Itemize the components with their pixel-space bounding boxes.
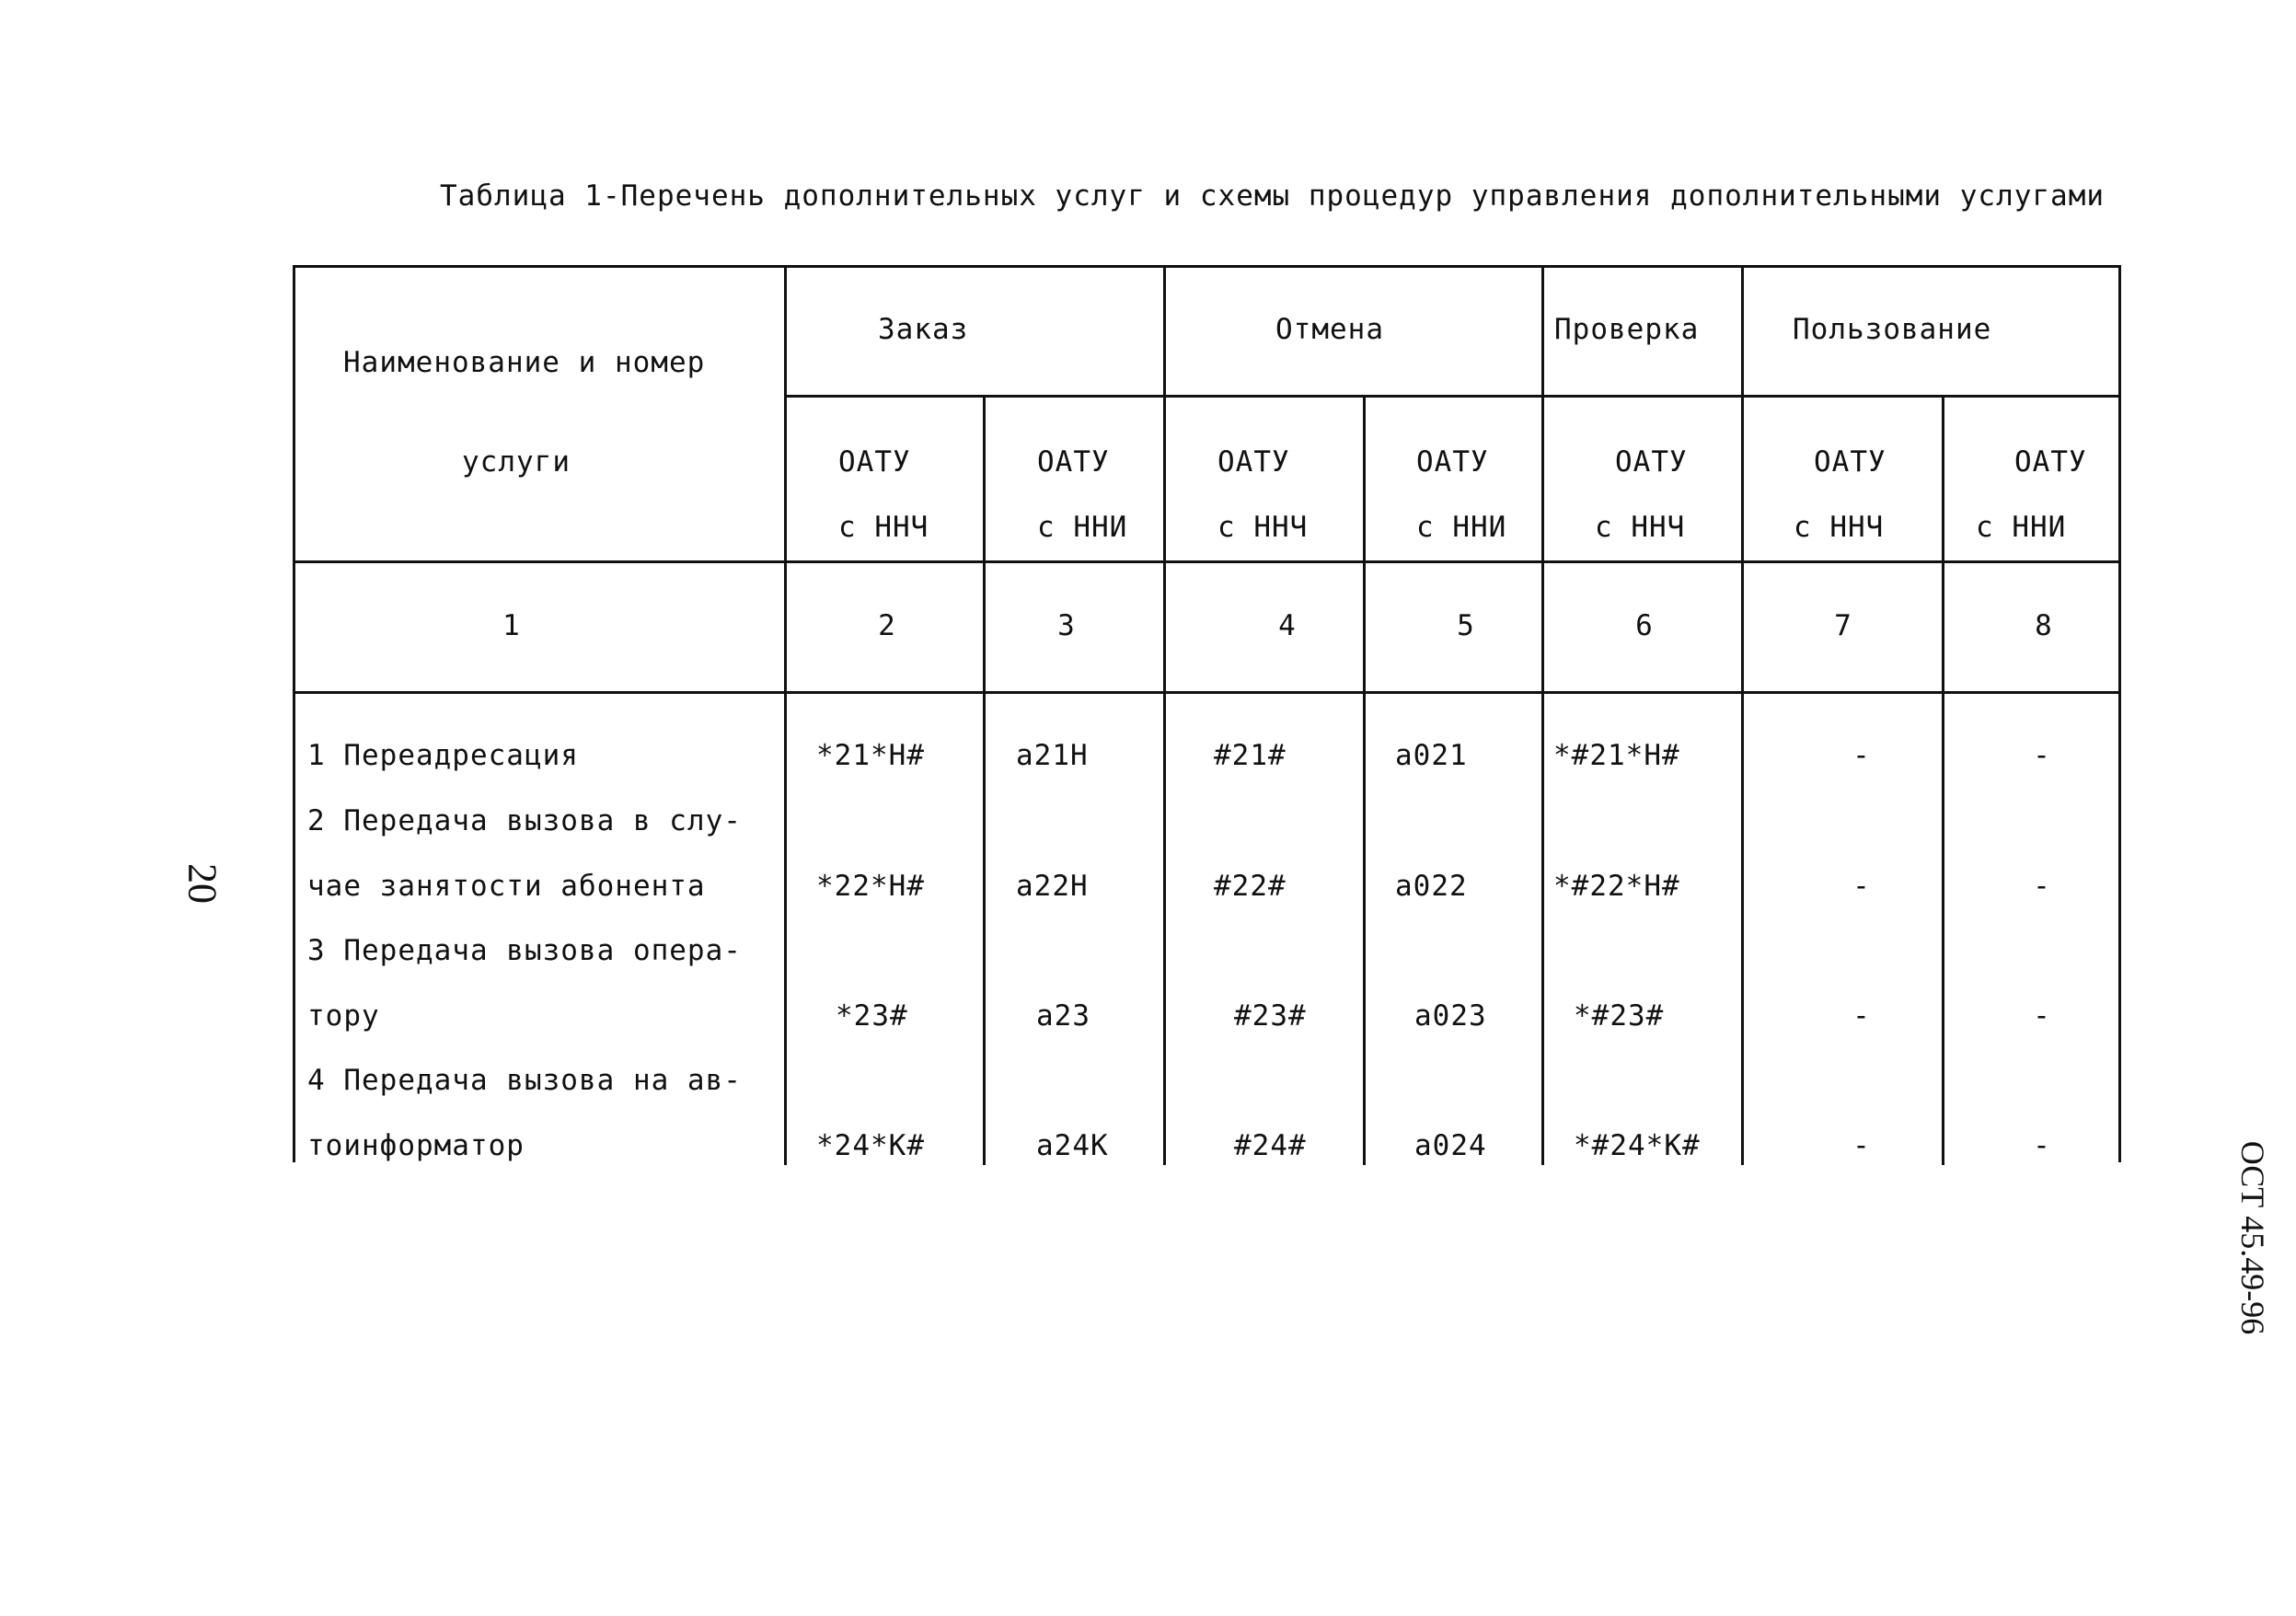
sub-ln2-c6: с ННЧ xyxy=(1595,511,1686,544)
sub-ln1-c3: ОАТУ xyxy=(1037,445,1110,479)
row3-order-nni: а23 xyxy=(1036,999,1090,1033)
row2-check: *#22*Н# xyxy=(1553,870,1680,903)
col-rule-3 xyxy=(1163,268,1166,1165)
row2-order-nni: а22Н xyxy=(1016,870,1089,903)
row1-cancel-nni: а021 xyxy=(1395,739,1468,772)
header-group-cancel: Отмена xyxy=(1275,313,1384,346)
row1-use-nnch: - xyxy=(1852,739,1871,772)
table-caption: Таблица 1-Перечень дополнительных услуг и схемы процедур управления дополнительными услугами xyxy=(440,179,2106,213)
row4-order-nnch: *24*К# xyxy=(816,1129,925,1162)
row2-name-line2: чае занятости абонента xyxy=(307,870,706,903)
rule-colnum-bottom xyxy=(295,691,2121,694)
row3-cancel-nnch: #23# xyxy=(1234,999,1307,1033)
col-number-6: 6 xyxy=(1635,609,1654,642)
col-rule-5 xyxy=(1541,268,1544,1165)
row4-name-line2: тоинформатор xyxy=(307,1129,525,1162)
row4-name-line1: 4 Передача вызова на ав- xyxy=(307,1064,742,1097)
row1-order-nni: а21Н xyxy=(1016,739,1089,772)
row3-cancel-nni: а023 xyxy=(1414,999,1487,1033)
sub-ln2-c8: с ННИ xyxy=(1976,511,2067,544)
col-number-2: 2 xyxy=(878,609,896,642)
col-number-3: 3 xyxy=(1057,609,1076,642)
col-number-7: 7 xyxy=(1834,609,1852,642)
row4-use-nnch: - xyxy=(1852,1129,1871,1162)
row3-name-line1: 3 Передача вызова опера- xyxy=(307,934,742,967)
sub-ln2-c2: с ННЧ xyxy=(838,511,929,544)
row3-check: *#23# xyxy=(1574,999,1665,1033)
row4-cancel-nnch: #24# xyxy=(1234,1129,1307,1162)
sub-ln1-c5: ОАТУ xyxy=(1416,445,1489,479)
row2-use-nnch: - xyxy=(1852,870,1871,903)
sub-ln2-c3: с ННИ xyxy=(1037,511,1128,544)
row3-order-nnch: *23# xyxy=(836,999,908,1033)
row4-order-nni: а24К xyxy=(1036,1129,1109,1162)
sub-ln1-c7: ОАТУ xyxy=(1814,445,1886,479)
sub-ln2-c4: с ННЧ xyxy=(1217,511,1309,544)
services-table xyxy=(293,265,2121,1162)
col-number-1: 1 xyxy=(502,609,521,642)
row3-use-nnch: - xyxy=(1852,999,1871,1033)
row3-name-line2: тору xyxy=(307,999,380,1033)
row2-cancel-nni: а022 xyxy=(1395,870,1468,903)
header-group-order: Заказ xyxy=(878,313,969,346)
document-code: ОСТ 45.49-96 xyxy=(2234,1140,2271,1335)
sub-ln1-c4: ОАТУ xyxy=(1217,445,1290,479)
rule-header-bottom xyxy=(295,560,2121,563)
row4-use-nni: - xyxy=(2033,1129,2051,1162)
row2-order-nnch: *22*Н# xyxy=(816,870,925,903)
rule-header-groups xyxy=(786,395,2121,398)
col-number-4: 4 xyxy=(1278,609,1297,642)
row4-cancel-nni: а024 xyxy=(1414,1129,1487,1162)
col-rule-1 xyxy=(784,268,787,1165)
page-number: 20 xyxy=(179,863,225,904)
header-group-check: Проверка xyxy=(1554,313,1700,346)
row3-use-nni: - xyxy=(2033,999,2051,1033)
sub-ln1-c8: ОАТУ xyxy=(2014,445,2087,479)
header-group-use: Пользование xyxy=(1793,313,1992,346)
row1-use-nni: - xyxy=(2033,739,2051,772)
sub-ln2-c5: с ННИ xyxy=(1416,511,1507,544)
row2-use-nni: - xyxy=(2033,870,2051,903)
header-name-line1: Наименование и номер xyxy=(343,346,706,379)
col-number-8: 8 xyxy=(2035,609,2053,642)
col-rule-4 xyxy=(1363,395,1366,1165)
row4-check: *#24*К# xyxy=(1574,1129,1701,1162)
row2-name-line1: 2 Передача вызова в слу- xyxy=(307,804,742,837)
col-number-5: 5 xyxy=(1457,609,1475,642)
row1-cancel-nnch: #21# xyxy=(1214,739,1286,772)
col-rule-7 xyxy=(1942,395,1944,1165)
row1-order-nnch: *21*Н# xyxy=(816,739,925,772)
header-name-line2: услуги xyxy=(462,445,571,479)
row2-cancel-nnch: #22# xyxy=(1214,870,1286,903)
row1-name: 1 Переадресация xyxy=(307,739,579,772)
row1-check: *#21*Н# xyxy=(1553,739,1680,772)
col-rule-2 xyxy=(983,395,986,1165)
col-rule-6 xyxy=(1741,268,1744,1165)
sub-ln2-c7: с ННЧ xyxy=(1794,511,1885,544)
sub-ln1-c6: ОАТУ xyxy=(1615,445,1688,479)
sub-ln1-c2: ОАТУ xyxy=(838,445,911,479)
